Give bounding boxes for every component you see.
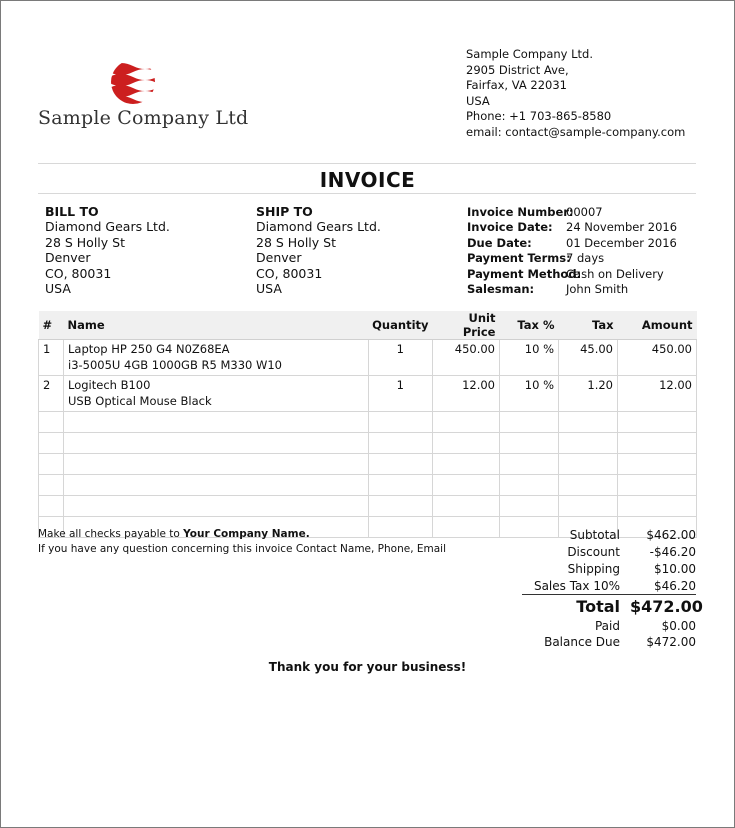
row-number: 1: [39, 340, 64, 376]
empty-cell: [559, 433, 618, 454]
totals-label: Balance Due: [544, 635, 620, 650]
discount-row: [516, 544, 696, 561]
totals-label: Shipping: [567, 561, 620, 576]
empty-cell: [618, 412, 697, 433]
discount-value: -$46.20: [649, 545, 696, 560]
item-name: Laptop HP 250 G4 N0Z68EA: [68, 342, 230, 356]
items-table: [38, 311, 697, 538]
item-description: i3-5005U 4GB 1000GB R5 M330 W10: [68, 357, 282, 372]
item-unit-price: 12.00: [433, 376, 500, 412]
empty-cell: [618, 496, 697, 517]
empty-cell: [64, 454, 369, 475]
empty-cell: [39, 412, 64, 433]
meta-label: Payment Method:: [467, 266, 582, 281]
balance-due-row: [516, 634, 696, 651]
totals-label: Paid: [594, 618, 620, 633]
item-name-cell: [64, 340, 369, 376]
invoice-title: INVOICE: [319, 168, 416, 192]
meta-label: Invoice Number:: [467, 205, 574, 219]
ship-to-line: CO, 80031: [256, 265, 323, 281]
meta-row: [467, 205, 677, 220]
column-header: Quantity: [368, 311, 432, 340]
empty-cell: [39, 433, 64, 454]
totals-block: [516, 527, 703, 651]
subtotal-row: [516, 527, 696, 544]
invoice-meta: [467, 205, 677, 297]
invoice-number: 00007: [566, 205, 603, 219]
meta-row: [467, 282, 677, 297]
table-row: [39, 340, 697, 376]
item-quantity: 1: [368, 340, 432, 376]
company-logo-icon: [109, 58, 157, 106]
ship-to-block: [256, 204, 381, 296]
item-tax-percent: 10 %: [500, 376, 559, 412]
meta-label: Payment Terms:: [467, 251, 571, 266]
empty-cell: [559, 496, 618, 517]
invoice-date: 24 November 2016: [566, 220, 678, 235]
paid-row: [516, 617, 696, 634]
subtotal-value: $462.00: [646, 528, 696, 543]
totals-label: Sales Tax 10%: [533, 578, 620, 593]
column-header: Amount: [618, 311, 697, 340]
column-header: #: [39, 311, 64, 340]
item-name: Logitech B100: [68, 378, 151, 392]
empty-cell: [433, 454, 500, 475]
empty-cell: [368, 496, 432, 517]
item-quantity: 1: [368, 376, 432, 412]
meta-row: [467, 220, 677, 235]
empty-row: [39, 454, 697, 475]
table-header-row: [39, 311, 697, 340]
payable-company-name: Your Company Name.: [183, 528, 310, 540]
company-address-line: USA: [466, 93, 490, 108]
bill-to-block: [45, 204, 170, 296]
sales-tax-value: $46.20: [654, 578, 696, 593]
company-address-line: 2905 District Ave,: [466, 62, 569, 77]
bill-to-line: Diamond Gears Ltd.: [45, 219, 170, 235]
payment-method: Cash on Delivery: [566, 266, 664, 281]
item-amount: 12.00: [618, 376, 697, 412]
empty-row: [39, 496, 697, 517]
empty-cell: [64, 496, 369, 517]
meta-label: Invoice Date:: [467, 220, 553, 235]
ship-to-line: Diamond Gears Ltd.: [256, 219, 381, 235]
payment-note-line: [38, 527, 446, 542]
contact-note-line: If you have any question concerning this invoice Contact Name, Phone, Email: [38, 542, 447, 555]
thank-you-message: Thank you for your business!: [268, 660, 467, 674]
bill-to-line: CO, 80031: [45, 265, 112, 281]
empty-cell: [433, 475, 500, 496]
empty-cell: [39, 496, 64, 517]
empty-cell: [433, 433, 500, 454]
bill-to-line: 28 S Holly St: [45, 234, 125, 250]
empty-cell: [64, 412, 369, 433]
empty-cell: [618, 433, 697, 454]
shipping-value: $10.00: [654, 561, 696, 576]
empty-cell: [368, 412, 432, 433]
totals-label: Discount: [567, 545, 620, 560]
balance-due-value: $472.00: [646, 635, 696, 650]
empty-cell: [39, 475, 64, 496]
empty-row: [39, 433, 697, 454]
paid-value: $0.00: [661, 618, 696, 633]
title-divider: [38, 193, 696, 194]
empty-cell: [500, 475, 559, 496]
empty-cell: [500, 454, 559, 475]
table-row: [39, 376, 697, 412]
company-address-line: Fairfax, VA 22031: [466, 78, 567, 93]
ship-to-line: USA: [256, 281, 282, 297]
empty-cell: [559, 454, 618, 475]
empty-cell: [368, 475, 432, 496]
item-description: USB Optical Mouse Black: [68, 393, 212, 408]
empty-cell: [500, 433, 559, 454]
item-tax: 1.20: [559, 376, 618, 412]
empty-cell: [559, 412, 618, 433]
item-name-cell: [64, 376, 369, 412]
meta-row: [467, 267, 677, 282]
column-header: Unit Price: [433, 311, 500, 340]
empty-cell: [433, 412, 500, 433]
totals-label: Subtotal: [569, 528, 620, 543]
total-row: [522, 594, 703, 617]
payment-terms: 7 days: [566, 251, 605, 266]
header-divider: [38, 163, 696, 164]
empty-cell: [500, 496, 559, 517]
empty-cell: [39, 454, 64, 475]
shipping-row: [516, 561, 696, 578]
empty-cell: [64, 433, 369, 454]
company-phone: Phone: +1 703-865-8580: [466, 109, 612, 124]
due-date: 01 December 2016: [566, 235, 677, 250]
payment-note: [38, 527, 446, 556]
row-number: 2: [39, 376, 64, 412]
payment-note-prefix: Make all checks payable to: [38, 528, 184, 540]
empty-cell: [559, 475, 618, 496]
total-label: Total: [576, 596, 620, 616]
bill-to-heading: BILL TO: [45, 204, 99, 219]
sales-tax-row: [516, 577, 696, 594]
company-address: [466, 47, 685, 141]
company-address-line: Sample Company Ltd.: [466, 47, 594, 61]
meta-row: [467, 236, 677, 251]
empty-row: [39, 412, 697, 433]
item-amount: 450.00: [618, 340, 697, 376]
meta-row: [467, 251, 677, 266]
empty-cell: [368, 433, 432, 454]
column-header: Tax: [559, 311, 618, 340]
ship-to-heading: SHIP TO: [256, 204, 313, 219]
empty-row: [39, 475, 697, 496]
salesman: John Smith: [566, 282, 629, 297]
empty-cell: [64, 475, 369, 496]
total-value: $472.00: [630, 596, 703, 616]
ship-to-line: Denver: [256, 250, 302, 266]
item-unit-price: 450.00: [433, 340, 500, 376]
company-email: email: contact@sample-company.com: [466, 124, 686, 139]
column-header: Tax %: [500, 311, 559, 340]
bill-to-line: Denver: [45, 250, 91, 266]
bill-to-line: USA: [45, 281, 71, 297]
meta-label: Due Date:: [467, 235, 532, 250]
empty-cell: [500, 412, 559, 433]
item-tax: 45.00: [559, 340, 618, 376]
empty-cell: [618, 475, 697, 496]
empty-cell: [368, 454, 432, 475]
item-tax-percent: 10 %: [500, 340, 559, 376]
company-name: Sample Company Ltd: [38, 107, 249, 129]
ship-to-line: 28 S Holly St: [256, 234, 336, 250]
empty-cell: [618, 454, 697, 475]
meta-label: Salesman:: [467, 282, 535, 297]
empty-cell: [433, 496, 500, 517]
column-header: Name: [64, 311, 369, 340]
